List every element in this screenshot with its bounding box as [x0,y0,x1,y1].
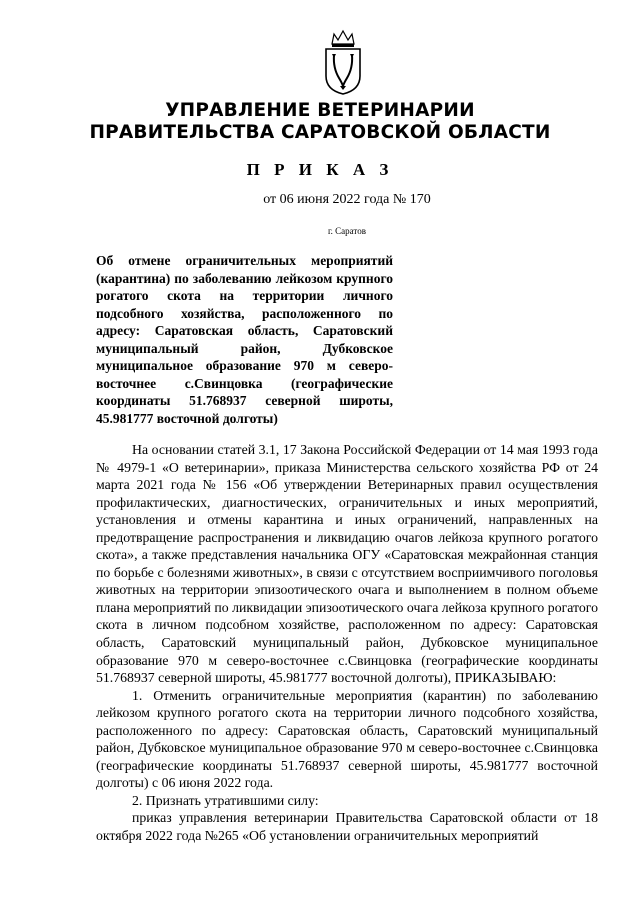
document-date-number: от 06 июня 2022 года № 170 [263,192,431,207]
document-subject: Об отмене ограничительных мероприятий (карантина) по заболеванию лейкозом крупного рогатого скота на территории личного подсобного хозяйства, расположенного по адресу: Саратовская область, Саратовский муниципальный район, Дубковское муниципальное образование 970 м северо-восточнее с.Свинцовка (географические координаты 51.768937 северной широты, 45.981777 восточной долготы) [96,253,393,426]
document-body [96,441,598,845]
paragraph-item-2: 2. Признать утратившими силу: [132,792,319,808]
paragraph-basis: На основании статей 3.1, 17 Закона Российской Федерации от 14 мая 1993 года № 4979-1 «О ветеринарии», приказа Министерства сельского хозяйства РФ от 24 марта 2021 года № 156 «Об утверждении Ветеринарных правил осуществления профилактических, диагностических, ограничительных и иных мероприятий, установления и отмены карантина и иных ограничений, направленных на предотвращение распространения и ликвидацию очагов лейкоза крупного рогатого скота», а также представления начальника ОГУ «Саратовская межрайонная станция по борьбе с болезнями животных», в связи с отсутствием восприимчивого поголовья животных на территории эпизоотического очага и выполнением в полном объеме плана мероприятий по ликвидации эпизоотического очага лейкоза крупного рогатого скота в личном подсобном хозяйстве, расположенном по адресу: Саратовская область, Саратовский муниципальный район, Дубковское муниципальное образование 970 м северо-восточнее с.Свинцовка (географические координаты 51.768937 северной широты, 45.981777 восточной долготы), ПРИКАЗЫВАЮ: [96,442,598,686]
organization-name-line2: ПРАВИТЕЛЬСТВА САРАТОВСКОЙ ОБЛАСТИ [89,122,551,143]
organization-name-line1: УПРАВЛЕНИЕ ВЕТЕРИНАРИИ [165,100,475,121]
document-city: г. Саратов [328,226,366,236]
coat-of-arms-icon [320,28,366,96]
document-title: П Р И К А З [246,160,394,179]
paragraph-revoked-order: приказ управления ветеринарии Правительства Саратовской области от 18 октября 2022 года №265 «Об установлении ограничительных мероприятий [96,810,598,844]
paragraph-item-1: 1. Отменить ограничительные мероприятия (карантин) по заболеванию лейкозом крупного рогатого скота на территории личного подсобного хозяйства, расположенного по адресу: Саратовская область, Саратовский муниципальный район, Дубковское муниципальное образование 970 м северо-восточнее с.Свинцовка (географические координаты 51.768937 северной широты, 45.981777 восточной долготы) с 06 июня 2022 года. [96,687,598,791]
